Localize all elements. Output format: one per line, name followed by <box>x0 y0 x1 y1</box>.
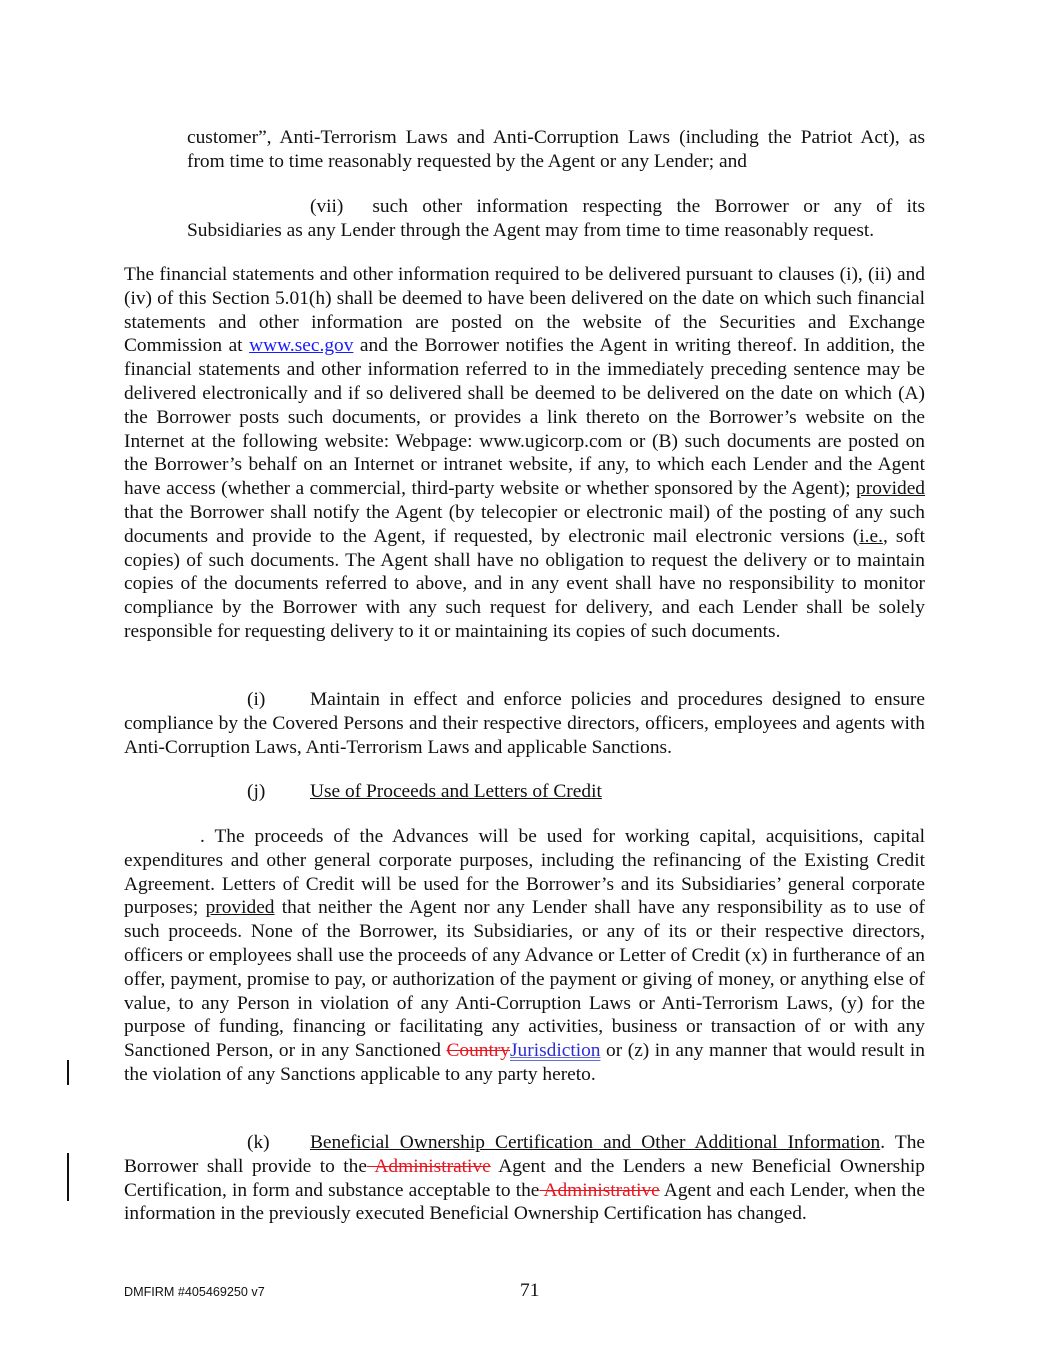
clause-j-heading <box>124 780 925 804</box>
deleted-text: Country <box>446 1040 510 1062</box>
section-heading: Beneficial Ownership Certification and Other Additional Information <box>310 1132 881 1153</box>
paragraph-text: and the Borrower notifies the Agent in writing thereof. In addition, the financial statements and other information referred to in the immediately preceding sentence may be delivered electronically and if so delivered shall be deemed to be delivered on the date on which (A) the Borrower posts such documents, or provides a link thereto on the Borrower’s website on the Internet at the following website: Webpage: www.ugicorp.com or (B) such documents are posted on the Borrower’s behalf on an Internet or intranet website, if any, to which each Lender and the Agent have access (whether a commercial, third-party website or whether sponsored by the Agent); <box>124 335 925 500</box>
delivery-paragraph <box>124 263 925 644</box>
clause-i <box>124 688 925 759</box>
footer-document-id: DMFIRM #405469250 v7 <box>124 1285 265 1299</box>
clause-j-body <box>124 825 925 1087</box>
underlined-term: provided <box>856 478 925 500</box>
paragraph-text: that the Borrower shall notify the Agent (by telecopier or electronic mail) of the posting of any such documents and provide to the Agent, if requested, by electronic mail electronic versions ( <box>124 501 925 547</box>
paragraph-text: . The proceeds of the Advances will be used for working capital, acquisitions, capital expenditures and other general corporate purposes, including the refinancing of the Existing Credit Agreement. Letters of Credit will be used for the Borrower’s and its Subsidiaries’ general corporate purposes; <box>124 826 925 919</box>
deleted-text: Administrative <box>539 1179 660 1201</box>
paragraph-text: , soft copies) of such documents. The Agent shall have no obligation to request the delivery or to maintain copies of the documents referred to above, and in any event shall have no responsibility to monitor compliance by the Borrower with any such request for delivery, and each Lender shall be solely responsible for requesting delivery to it or maintaining its copies of such documents. <box>124 525 925 642</box>
paragraph-text: customer”, Anti-Terrorism Laws and Anti-Corruption Laws (including the Patriot Act), as from time to time reasonably requested by the Agent or any Lender; and <box>187 127 925 172</box>
clause-label: (k) <box>247 1132 270 1153</box>
paragraph-text: or (z) in any manner that would result in the violation of any Sanctions applicable to any party hereto. <box>124 1040 925 1085</box>
paragraph-text: Agent and each Lender, when the information in the previously executed Beneficial Ownership Certification has changed. <box>124 1179 925 1225</box>
change-bar <box>67 1153 69 1201</box>
paragraph-text: Agent and the Lenders a new Beneficial Ownership Certification, in form and substance acceptable to the <box>124 1155 925 1201</box>
clause-label: (vii) <box>310 196 344 217</box>
underlined-term: provided <box>205 897 275 919</box>
clause-vi-continuation <box>187 126 925 174</box>
clause-k <box>124 1131 925 1226</box>
paragraph-text: such other information respecting the Borrower or any of its Subsidiaries as any Lender through the Agent may from time to time reasonably request. <box>187 196 925 241</box>
clause-label: (i) <box>247 689 266 710</box>
underlined-term: i.e. <box>859 525 883 547</box>
paragraph-text: . The Borrower shall provide to the <box>124 1132 925 1177</box>
paragraph-text: that neither the Agent nor any Lender shall have any responsibility as to use of such proceeds. None of the Borrower, its Subsidiaries, or any of its or their respective directors, officers or employees shall use the proceeds of any Advance or Letter of Credit (x) in furtherance of an offer, payment, promise to pay, or authorization of the payment or giving of money, or anything else of value, to any Person in violation of any Anti-Corruption Laws or Anti-Terrorism Laws, (y) for the purpose of funding, financing or facilitating any activities, business or transaction of or with any Sanctioned Person, or in any Sanctioned <box>124 897 925 1062</box>
inserted-text: Jurisdiction <box>510 1040 601 1062</box>
clause-vii <box>187 195 925 243</box>
clause-label: (j) <box>247 781 266 802</box>
paragraph-text: The financial statements and other information required to be delivered pursuant to clauses (i), (ii) and (iv) of this Section 5.01(h) shall be deemed to have been delivered on the date on which such financial statements and other information are posted on the website of the Securities and Exchange Commission at <box>124 264 925 357</box>
sec-gov-link[interactable]: www.sec.gov <box>249 335 354 357</box>
change-bar <box>67 1060 69 1085</box>
section-heading: Use of Proceeds and Letters of Credit <box>310 781 602 802</box>
paragraph-text: Maintain in effect and enforce policies and procedures designed to ensure compliance by the Covered Persons and their respective directors, officers, employees and agents with Anti-Corruption Laws, Anti-Terrorism Laws and applicable Sanctions. <box>124 689 925 758</box>
page-number: 71 <box>520 1280 540 1301</box>
deleted-text: Administrative <box>366 1155 491 1177</box>
